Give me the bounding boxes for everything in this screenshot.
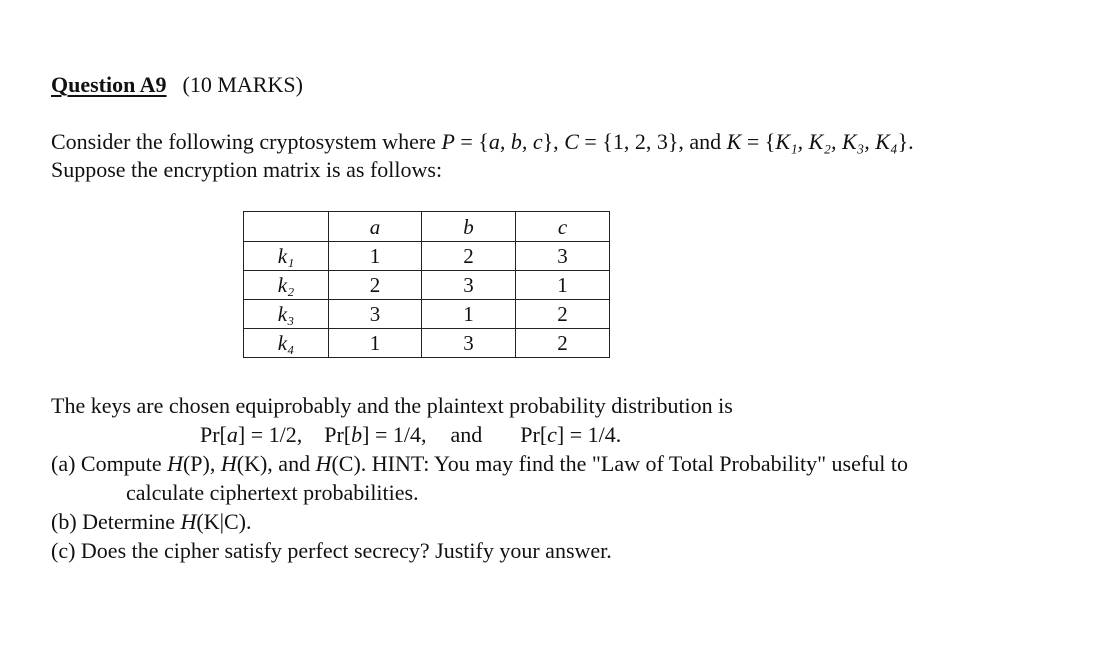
- matrix-row: [244, 300, 610, 329]
- probability-line: [51, 420, 908, 449]
- part-b: [51, 507, 908, 536]
- part-a-hc-arg: (C). HINT: You may find the "Law of Total Probability" useful to: [331, 451, 908, 476]
- and-word: and: [450, 422, 483, 447]
- matrix-row: [244, 271, 610, 300]
- distribution-line: The keys are chosen equiprobably and the plaintext probability distribution is: [51, 393, 733, 418]
- prob-c-suffix: ] = 1/4.: [556, 422, 622, 447]
- question-label: Question A9: [51, 72, 167, 97]
- matrix-value-cell: 3: [422, 271, 516, 300]
- matrix-value-cell: 2: [516, 300, 610, 329]
- part-a-hp-arg: (P),: [182, 451, 221, 476]
- matrix-value-cell: 3: [422, 329, 516, 358]
- encryption-matrix-table: [243, 211, 610, 358]
- matrix-key-cell: k₄: [244, 329, 329, 358]
- question-body: [51, 391, 908, 565]
- entropy-symbol: H: [180, 509, 197, 534]
- matrix-value-cell: 1: [329, 329, 422, 358]
- matrix-key-cell: k₃: [244, 300, 329, 329]
- keyspace-set-open: = {: [741, 129, 776, 154]
- plaintext-set-open: = {: [454, 129, 489, 154]
- part-b-arg: (K|C).: [196, 509, 252, 534]
- prob-a-prefix: Pr[: [200, 422, 227, 447]
- plaintext-space-symbol: P: [441, 129, 455, 154]
- matrix-value-cell: 3: [516, 242, 610, 271]
- part-a-continuation: calculate ciphertext probabilities.: [126, 480, 419, 505]
- prob-a-var: a: [226, 422, 238, 447]
- matrix-row: [244, 242, 610, 271]
- plaintext-set-close: },: [542, 129, 565, 154]
- ciphertext-set: = {1, 2, 3}, and: [578, 129, 727, 154]
- matrix-row: [244, 329, 610, 358]
- prob-b-var: b: [351, 422, 363, 447]
- keyspace-symbol: K: [726, 129, 742, 154]
- matrix-header-row: [244, 212, 610, 242]
- part-b-prefix: (b) Determine: [51, 509, 181, 534]
- keyspace-set-close: }.: [897, 129, 914, 154]
- encryption-matrix: [243, 211, 610, 358]
- part-a-hk-arg: (K), and: [236, 451, 316, 476]
- matrix-header-cell: b: [422, 212, 516, 242]
- ciphertext-space-symbol: C: [564, 129, 579, 154]
- question-marks: (10 MARKS): [182, 72, 303, 97]
- matrix-value-cell: 1: [516, 271, 610, 300]
- question-intro: [51, 128, 914, 184]
- prob-b-suffix: ] = 1/4,: [362, 422, 427, 447]
- matrix-header-cell: a: [329, 212, 422, 242]
- matrix-corner-cell: [244, 212, 329, 242]
- matrix-value-cell: 2: [422, 242, 516, 271]
- keyspace-set-elements: K₁, K₂, K₃, K₄: [775, 129, 898, 154]
- part-a: [51, 449, 908, 478]
- prob-a-suffix: ] = 1/2,: [237, 422, 303, 447]
- prob-c-prefix: Pr[: [520, 422, 548, 447]
- matrix-value-cell: 2: [516, 329, 610, 358]
- prob-c-var: c: [547, 422, 557, 447]
- matrix-key-cell: k₂: [244, 271, 329, 300]
- part-c: (c) Does the cipher satisfy perfect secrecy? Justify your answer.: [51, 538, 612, 563]
- matrix-value-cell: 1: [329, 242, 422, 271]
- matrix-value-cell: 1: [422, 300, 516, 329]
- matrix-header-cell: c: [516, 212, 610, 242]
- intro-line-2: Suppose the encryption matrix is as follows:: [51, 157, 443, 182]
- plaintext-set-elements: a, b, c: [488, 129, 543, 154]
- question-heading: [51, 70, 303, 100]
- entropy-symbol: H: [220, 451, 237, 476]
- matrix-value-cell: 3: [329, 300, 422, 329]
- matrix-value-cell: 2: [329, 271, 422, 300]
- matrix-key-cell: k₁: [244, 242, 329, 271]
- entropy-symbol: H: [167, 451, 183, 476]
- intro-prefix: Consider the following cryptosystem where: [51, 129, 442, 154]
- intro-line-1: [51, 128, 914, 156]
- entropy-symbol: H: [315, 451, 332, 476]
- part-a-prefix: (a) Compute: [51, 451, 168, 476]
- prob-b-prefix: Pr[: [324, 422, 352, 447]
